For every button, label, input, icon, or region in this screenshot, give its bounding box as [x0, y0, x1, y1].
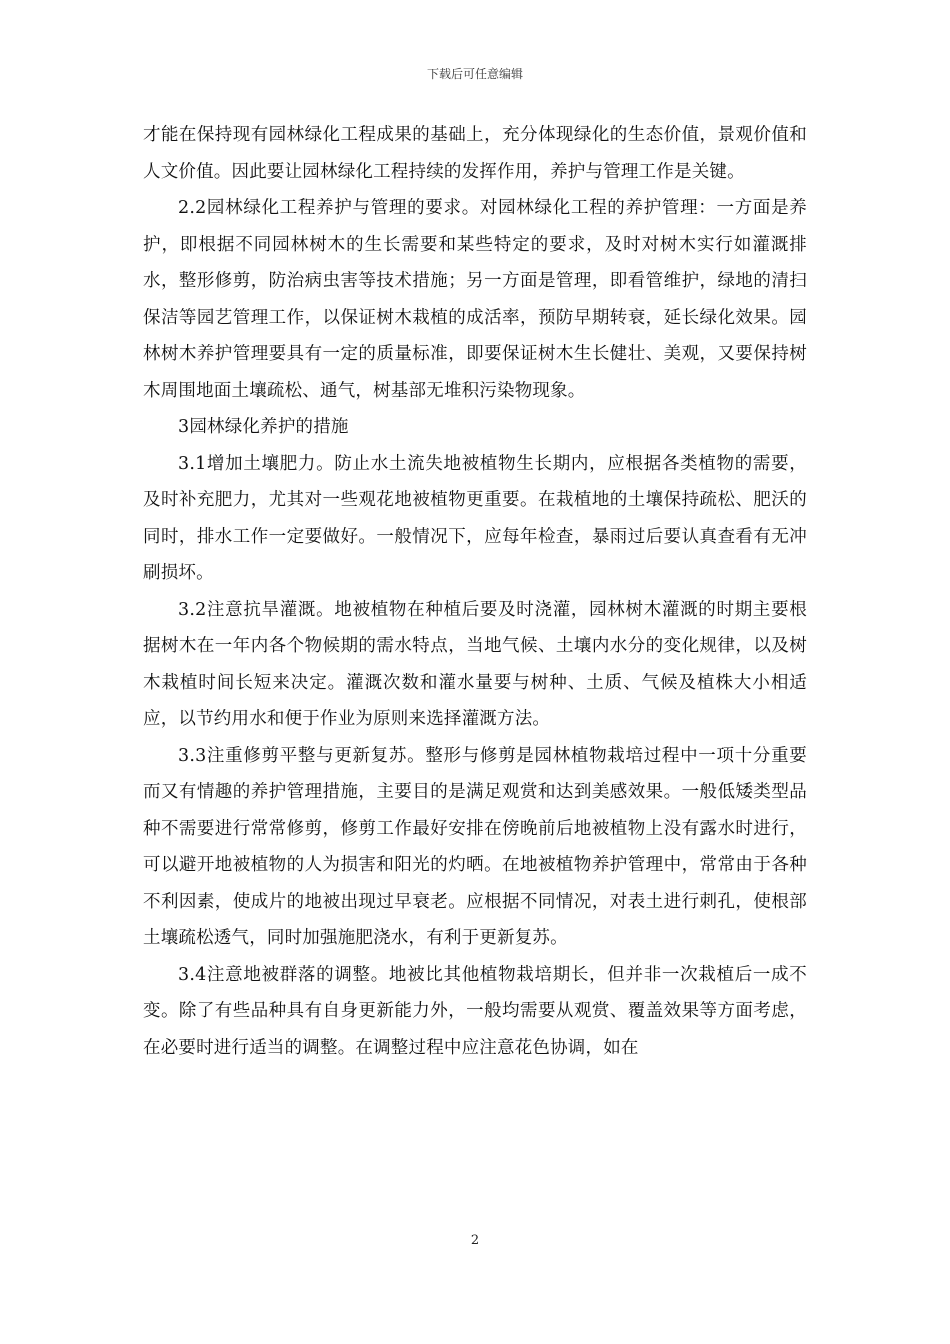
page-number: 2	[470, 1233, 480, 1248]
paragraph-section-2-2: 2.2园林绿化工程养护与管理的要求。对园林绿化工程的养护管理：一方面是养护，即根据不同园林树木的生长需要和某些特定的要求，及时对树木实行如灌溉排水，整形修剪，防治病虫害等技术措施；另一方面是管理，即看管维护，绿地的清扫保洁等园艺管理工作，以保证树木栽植的成活率，预防早期转衰，延长绿化效果。园林树木养护管理要具有一定的质量标准，即要保证树木生长健壮、美观，又要保持树木周围地面土壤疏松、通气，树基部无堆积污染物现象。	[143, 198, 807, 401]
paragraph-continuation: 才能在保持现有园林绿化工程成果的基础上，充分体现绿化的生态价值，景观价值和人文价值。因此要让园林绿化工程持续的发挥作用，养护与管理工作是关键。	[143, 125, 807, 182]
section-heading-3: 3园林绿化养护的措施	[178, 417, 349, 437]
paragraph-section-3-3: 3.3注重修剪平整与更新复苏。整形与修剪是园林植物栽培过程中一项十分重要而又有情趣的养护管理措施，主要目的是满足观赏和达到美感效果。一般低矮类型品种不需要进行常常修剪，修剪工作最好安排在傍晚前后地被植物上没有露水时进行，可以避开地被植物的人为损害和阳光的灼晒。在地被植物养护管理中，常常由于各种不利因素，使成片的地被出现过早衰老。应根据不同情况，对表土进行刺孔，使根部土壤疏松透气，同时加强施肥浇水，有利于更新复苏。	[143, 745, 807, 948]
paragraph-section-3-1: 3.1增加土壤肥力。防止水土流失地被植物生长期内，应根据各类植物的需要，及时补充肥力，尤其对一些观花地被植物更重要。在栽植地的土壤保持疏松、肥沃的同时，排水工作一定要做好。一般情况下，应每年检查，暴雨过后要认真查看有无冲刷损坏。	[143, 453, 807, 583]
paragraph-section-3-2: 3.2注意抗旱灌溉。地被植物在种植后要及时浇灌，园林树木灌溉的时期主要根据树木在一年内各个物候期的需水特点，当地气候、土壤内水分的变化规律，以及树木栽植时间长短来决定。灌溉次数和灌水量要与树种、土质、气候及植株大小相适应，以节约用水和便于作业为原则来选择灌溉方法。	[143, 599, 807, 729]
paragraph-section-3-4: 3.4注意地被群落的调整。地被比其他植物栽培期长，但并非一次栽植后一成不变。除了有些品种具有自身更新能力外，一般均需要从观赏、覆盖效果等方面考虑，在必要时进行适当的调整。在调整过程中应注意花色协调，如在	[143, 964, 807, 1058]
page-header: 下载后可任意编辑	[426, 67, 523, 81]
document-body	[143, 117, 807, 1066]
